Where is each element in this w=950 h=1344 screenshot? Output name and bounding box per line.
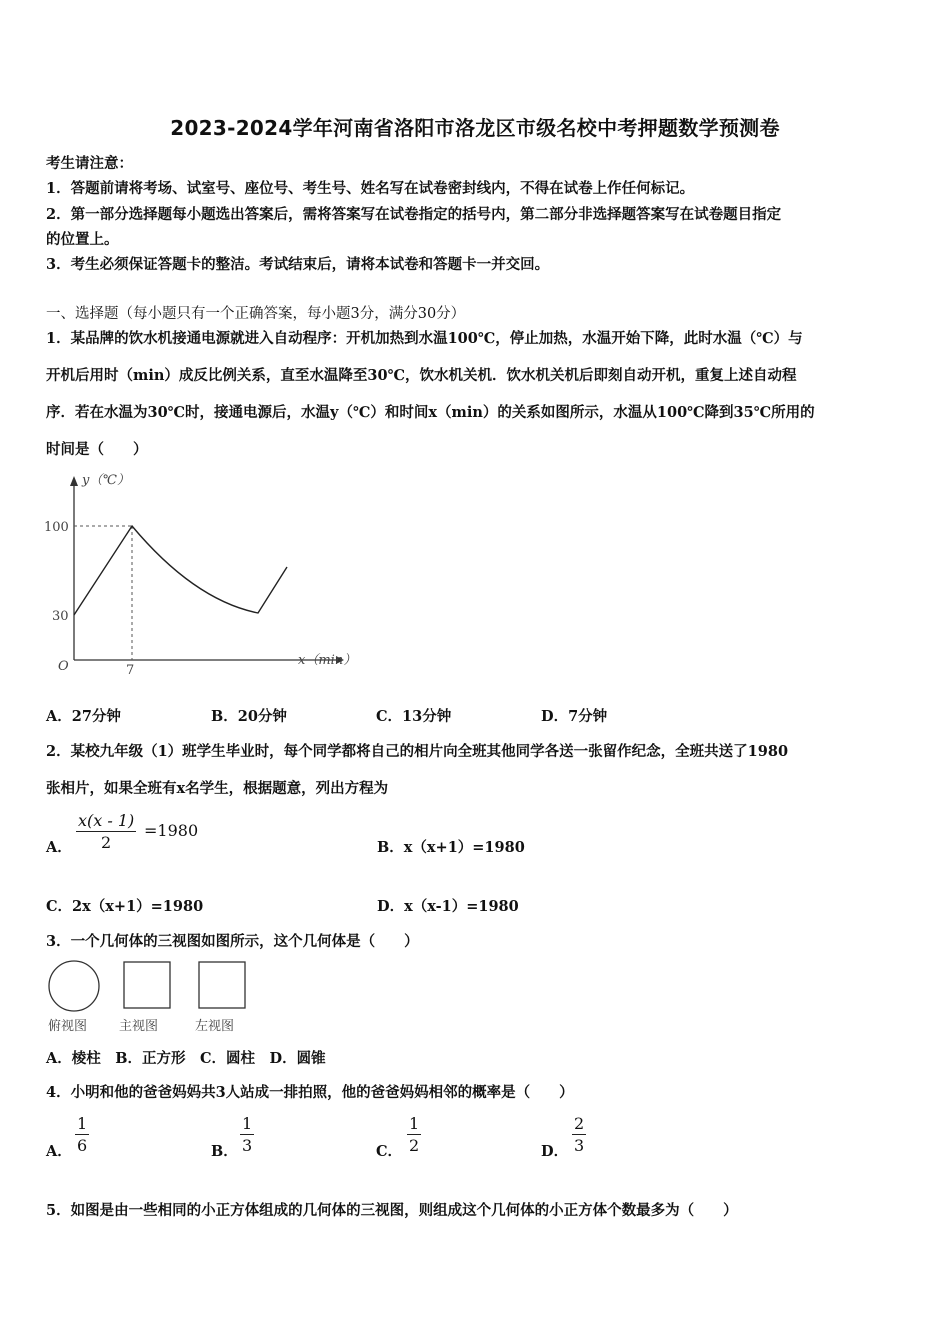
q2-option-b[interactable]: B．x（x+1）=1980 [377,839,525,856]
tick-7: 7 [126,663,135,678]
q5-line: 5．如图是由一些相同的小正方体组成的几何体的三视图，则组成这个几何体的小正方体个数最多为（ ） [46,1202,738,1219]
q4-option-b-num: 1 [242,1114,253,1133]
q4-option-b-den: 3 [242,1136,253,1155]
origin-label: O [58,659,69,674]
q4-option-c-label[interactable]: C． [376,1143,403,1160]
q2-option-a-denominator: 2 [101,833,112,852]
temperature-curve [74,526,287,615]
q1-line-4: 时间是（ ） [46,441,148,458]
section-heading: 一、选择题（每小题只有一个正确答案，每小题3分，满分30分） [46,306,466,322]
q4-line: 4．小明和他的爸爸妈妈共3人站成一排拍照，他的爸爸妈妈相邻的概率是（ ） [46,1084,574,1101]
q4-option-d-num: 2 [574,1114,585,1133]
q1-line-3: 序．若在水温为30℃时，接通电源后，水温y（℃）和时间x（min）的关系如图所示，水温从100℃降到35℃所用的 [46,404,815,421]
side-view-square [199,962,245,1008]
notice-heading: 考生请注意： [46,155,133,172]
q4-option-c-fraction [407,1114,421,1155]
q2-option-c[interactable]: C．2x（x+1）=1980 [46,898,204,915]
q4-option-b-label[interactable]: B． [211,1143,238,1160]
front-view-label: 主视图 [119,1019,159,1034]
tick-30: 30 [52,609,69,624]
q1-option-c[interactable]: C．13分钟 [376,708,452,725]
q2-line-2: 张相片，如果全班有x名学生，根据题意，列出方程为 [46,780,389,797]
notice-item-2: 2．第一部分选择题每小题选出答案后，需将答案写在试卷指定的括号内，第二部分非选择题答案写在试卷题目指定 [46,206,782,223]
notice-item-2-cont: 的位置上。 [46,231,119,248]
q2-option-a-numerator: x(x - 1) [78,811,135,830]
tick-100: 100 [44,520,69,535]
q4-option-a-den: 6 [77,1136,88,1155]
front-view-square [124,962,170,1008]
q4-option-a-fraction [75,1114,89,1155]
q1-line-1: 1．某品牌的饮水机接通电源就进入自动程序：开机加热到水温100℃，停止加热，水温开始下降，此时水温（℃）与 [46,330,803,347]
side-view-label: 左视图 [195,1019,235,1034]
y-axis-label: y（℃） [82,473,130,488]
notice-item-3: 3．考生必须保证答题卡的整洁。考试结束后，请将本试卷和答题卡一并交回。 [46,256,550,273]
q3-line: 3．一个几何体的三视图如图所示，这个几何体是（ ） [46,933,419,950]
q4-option-b-fraction [240,1114,254,1155]
q3-three-views [44,958,254,1038]
q2-option-d[interactable]: D．x（x-1）=1980 [377,898,519,915]
q1-line-2: 开机后用时（min）成反比例关系，直至水温降至30℃，饮水机关机．饮水机关机后即刻自动开机，重复上述自动程 [46,367,797,384]
q4-option-a-num: 1 [77,1114,88,1133]
q1-option-d[interactable]: D．7分钟 [541,708,608,725]
q4-option-d-den: 3 [574,1136,585,1155]
q2-line-1: 2．某校九年级（1）班学生毕业时，每个同学都将自己的相片向全班其他同学各送一张留作纪念，全班共送了1980 [46,743,789,760]
q4-option-c-num: 1 [409,1114,420,1133]
q1-option-b[interactable]: B．20分钟 [211,708,287,725]
notice-item-1: 1．答题前请将考场、试室号、座位号、考生号、姓名写在试卷密封线内，不得在试卷上作任何标记。 [46,180,695,197]
q4-option-d-fraction [572,1114,586,1155]
q4-option-c-den: 2 [409,1136,420,1155]
q4-option-a-label[interactable]: A． [46,1143,72,1160]
q4-option-d-label[interactable]: D． [541,1143,569,1160]
q2-option-a-label[interactable]: A． [46,839,72,856]
y-axis-arrow [70,476,78,486]
top-view-circle [49,961,99,1011]
q3-options[interactable]: A．棱柱 B．正方形 C．圆柱 D．圆锥 [46,1050,326,1067]
q2-option-a-rhs: =1980 [144,821,199,840]
q2-option-a-fraction [76,811,136,852]
q1-graph [44,470,364,692]
top-view-label: 俯视图 [48,1019,88,1034]
x-axis-label: x（min） [298,653,357,668]
q1-option-a[interactable]: A．27分钟 [46,708,121,725]
page-title: 2023-2024学年河南省洛阳市洛龙区市级名校中考押题数学预测卷 [170,116,780,140]
